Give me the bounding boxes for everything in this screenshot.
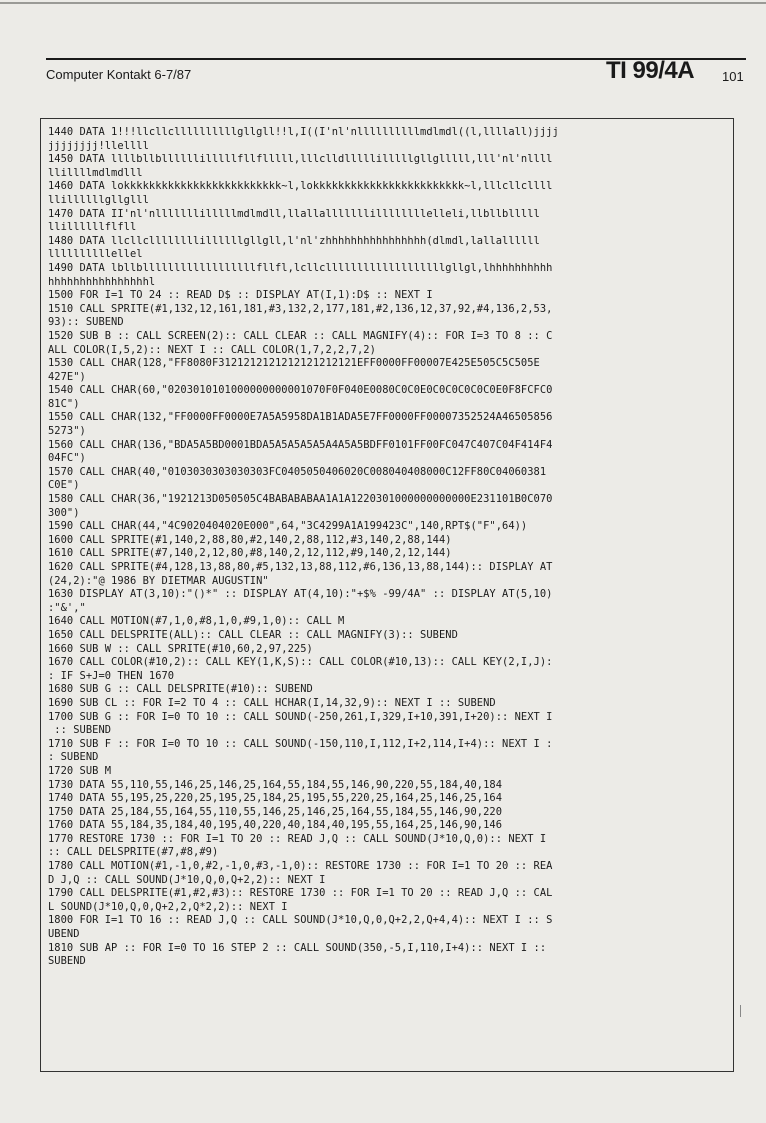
listing-line: 1610 CALL SPRITE(#7,140,2,12,80,#8,140,2,12,112,#9,140,2,12,144) (48, 547, 452, 560)
listing-line: 1680 SUB G :: CALL DELSPRITE(#10):: SUBEND (48, 683, 313, 696)
listing-line: hhhhhhhhhhhhhhhhl (48, 275, 156, 288)
listing-line: llillllllflfll (48, 221, 137, 234)
listing-line: 81C") (48, 397, 80, 410)
top-scan-edge (0, 2, 766, 4)
listing-line: 427E") (48, 370, 86, 383)
listing-line: 1580 CALL CHAR(36,"1921213D050505C4BABABABAA1A1A1220301000000000000E231101B0C070 (48, 493, 553, 506)
listing-line: 1700 SUB G :: FOR I=0 TO 10 :: CALL SOUND(-250,261,I,329,I+10,391,I+20):: NEXT I (48, 710, 553, 723)
listing-line: 1460 DATA lokkkkkkkkkkkkkkkkkkkkkkkkk~l,lokkkkkkkkkkkkkkkkkkkkkkkk~l,lllcllcllll (48, 180, 553, 193)
listing-line: :"&'," (48, 601, 86, 614)
listing-line: : IF S+J=0 THEN 1670 (48, 669, 175, 682)
listing-line: 04FC") (48, 452, 86, 465)
listing-line: ALL COLOR(I,5,2):: NEXT I :: CALL COLOR(1,7,2,2,7,2) (48, 343, 376, 356)
listing-line: 1540 CALL CHAR(60,"0203010101000000000001070F0F040E0080C0C0E0C0C0C0C0C0E0F8FCFC0 (48, 384, 553, 397)
listing-line: jjjjjjjj!llellll (48, 139, 149, 152)
listing-line: 1730 DATA 55,110,55,146,25,146,25,164,55,184,55,146,90,220,55,184,40,184 (48, 778, 503, 791)
listing-line: : SUBEND (48, 751, 99, 764)
listing-line: 1640 CALL MOTION(#7,1,0,#8,1,0,#9,1,0):: CALL M (48, 615, 345, 628)
listing-line: 1690 SUB CL :: FOR I=2 TO 4 :: CALL HCHAR(I,14,32,9):: NEXT I :: SUBEND (48, 696, 496, 709)
listing-line: llllllllllellel (48, 248, 143, 261)
listing-line: 1760 DATA 55,184,35,184,40,195,40,220,40,184,40,195,55,164,25,146,90,146 (48, 819, 503, 832)
listing-line: 1780 CALL MOTION(#1,-1,0,#2,-1,0,#3,-1,0):: RESTORE 1730 :: FOR I=1 TO 20 :: REA (48, 860, 553, 873)
listing-line: 1630 DISPLAY AT(3,10):"()*" :: DISPLAY AT(4,10):"+$% -99/4A" :: DISPLAY AT(5,10) (48, 588, 553, 601)
listing-line: D J,Q :: CALL SOUND(J*10,Q,0,Q+2,2):: NEXT I (48, 873, 326, 886)
listing-line: 1720 SUB M (48, 764, 112, 777)
listing-line: 5273") (48, 425, 86, 438)
listing-line: 1490 DATA lbllbllllllllllllllllllfllfl,lcllclllllllllllllllllllgllgl,lhhhhhhhhhh (48, 261, 553, 274)
listing-line: 93):: SUBEND (48, 316, 124, 329)
listing-line: 1710 SUB F :: FOR I=0 TO 10 :: CALL SOUND(-150,110,I,112,I+2,114,I+4):: NEXT I : (48, 737, 553, 750)
system-title: TI 99/4A (606, 57, 695, 84)
listing-line: 1500 FOR I=1 TO 24 :: READ D$ :: DISPLAY AT(I,1):D$ :: NEXT I (48, 289, 433, 302)
listing-line: :: CALL DELSPRITE(#7,#8,#9) (48, 846, 219, 859)
listing-line: 1560 CALL CHAR(136,"BDA5A5BD0001BDA5A5A5A5A5A4A5A5BDFF0101FF00FC047C407C04F414F4 (48, 438, 553, 451)
listing-line: 1740 DATA 55,195,25,220,25,195,25,184,25,195,55,220,25,164,25,146,25,164 (48, 792, 503, 805)
listing-line: 1660 SUB W :: CALL SPRITE(#10,60,2,97,225) (48, 642, 313, 655)
margin-mark (740, 1005, 741, 1017)
listing-line: (24,2):"@ 1986 BY DIETMAR AUGUSTIN" (48, 574, 269, 587)
listing-line: 1800 FOR I=1 TO 16 :: READ J,Q :: CALL SOUND(J*10,Q,0,Q+2,2,Q+4,4):: NEXT I :: S (48, 914, 553, 927)
page-number: 101 (722, 69, 744, 84)
listing-line: 1650 CALL DELSPRITE(ALL):: CALL CLEAR :: CALL MAGNIFY(3):: SUBEND (48, 628, 458, 641)
page-header (46, 52, 746, 86)
listing-line: 1550 CALL CHAR(132,"FF0000FF0000E7A5A5958DA1B1ADA5E7FF0000FF00007352524A46505856 (48, 411, 553, 424)
listing-line: llillllmdlmdlll (48, 166, 143, 179)
listing-line: 1570 CALL CHAR(40,"0103030303030303FC0405050406020C008040408000C12FF80C04060381 (48, 465, 547, 478)
listing-line: UBEND (48, 928, 80, 941)
listing-line: 1470 DATA II'nl'nlllllllilllllmdlmdll,llallalllllllillllllllelleli,llbllblllll (48, 207, 540, 220)
listing-line: 1810 SUB AP :: FOR I=0 TO 16 STEP 2 :: CALL SOUND(350,-5,I,110,I+4):: NEXT I :: (48, 941, 547, 954)
listing-line: 1750 DATA 25,184,55,164,55,110,55,146,25,146,25,164,55,184,55,146,90,220 (48, 805, 503, 818)
listing-line: 1440 DATA 1!!!llcllcllllllllllgllgll!!l,I((I'nl'nllllllllllmdlmdl((l,llllall)jjjj (48, 126, 559, 138)
listing-line: 1670 CALL COLOR(#10,2):: CALL KEY(1,K,S):: CALL COLOR(#10,13):: CALL KEY(2,I,J): (48, 656, 553, 669)
listing-line: C0E") (48, 479, 80, 492)
listing-line: 1590 CALL CHAR(44,"4C9020404020E000",64,"3C4299A1A199423C",140,RPT$("F",64)) (48, 520, 528, 533)
listing-line: 1480 DATA llcllcllllllllillllllgllgll,l'nl'zhhhhhhhhhhhhhhhh(dlmdl,lallallllll (48, 234, 540, 247)
listing-line: 1620 CALL SPRITE(#4,128,13,88,80,#5,132,13,88,112,#6,136,13,88,144):: DISPLAY AT (48, 561, 553, 573)
listing-line: L SOUND(J*10,Q,0,Q+2,2,Q*2,2):: NEXT I (48, 900, 288, 913)
listing-line: :: SUBEND (48, 724, 112, 737)
listing-line: 1790 CALL DELSPRITE(#1,#2,#3):: RESTORE 1730 :: FOR I=1 TO 20 :: READ J,Q :: CAL (48, 887, 553, 900)
listing-line: llillllllgllglll (48, 193, 149, 206)
listing-line: 1520 SUB B :: CALL SCREEN(2):: CALL CLEAR :: CALL MAGNIFY(4):: FOR I=3 TO 8 :: C (48, 329, 553, 342)
magazine-issue: Computer Kontakt 6-7/87 (46, 67, 192, 82)
listing-line: 1450 DATA llllbllbllllllilllllfllflllll,lllclldlllllilllllgllglllll,lll'nl'nllll (48, 153, 553, 166)
listing-line: 1770 RESTORE 1730 :: FOR I=1 TO 20 :: READ J,Q :: CALL SOUND(J*10,Q,0):: NEXT I (48, 832, 547, 845)
program-listing (48, 126, 730, 969)
listing-line: 1530 CALL CHAR(128,"FF8080F3121212121212121212121EFF0000FF00007E425E505C5C505E (48, 357, 540, 370)
listing-line: 1510 CALL SPRITE(#1,132,12,161,181,#3,132,2,177,181,#2,136,12,37,92,#4,136,2,53, (48, 302, 553, 315)
listing-line: 1600 CALL SPRITE(#1,140,2,88,80,#2,140,2,88,112,#3,140,2,88,144) (48, 533, 452, 546)
listing-line: 300") (48, 506, 80, 519)
listing-line: SUBEND (48, 955, 86, 968)
